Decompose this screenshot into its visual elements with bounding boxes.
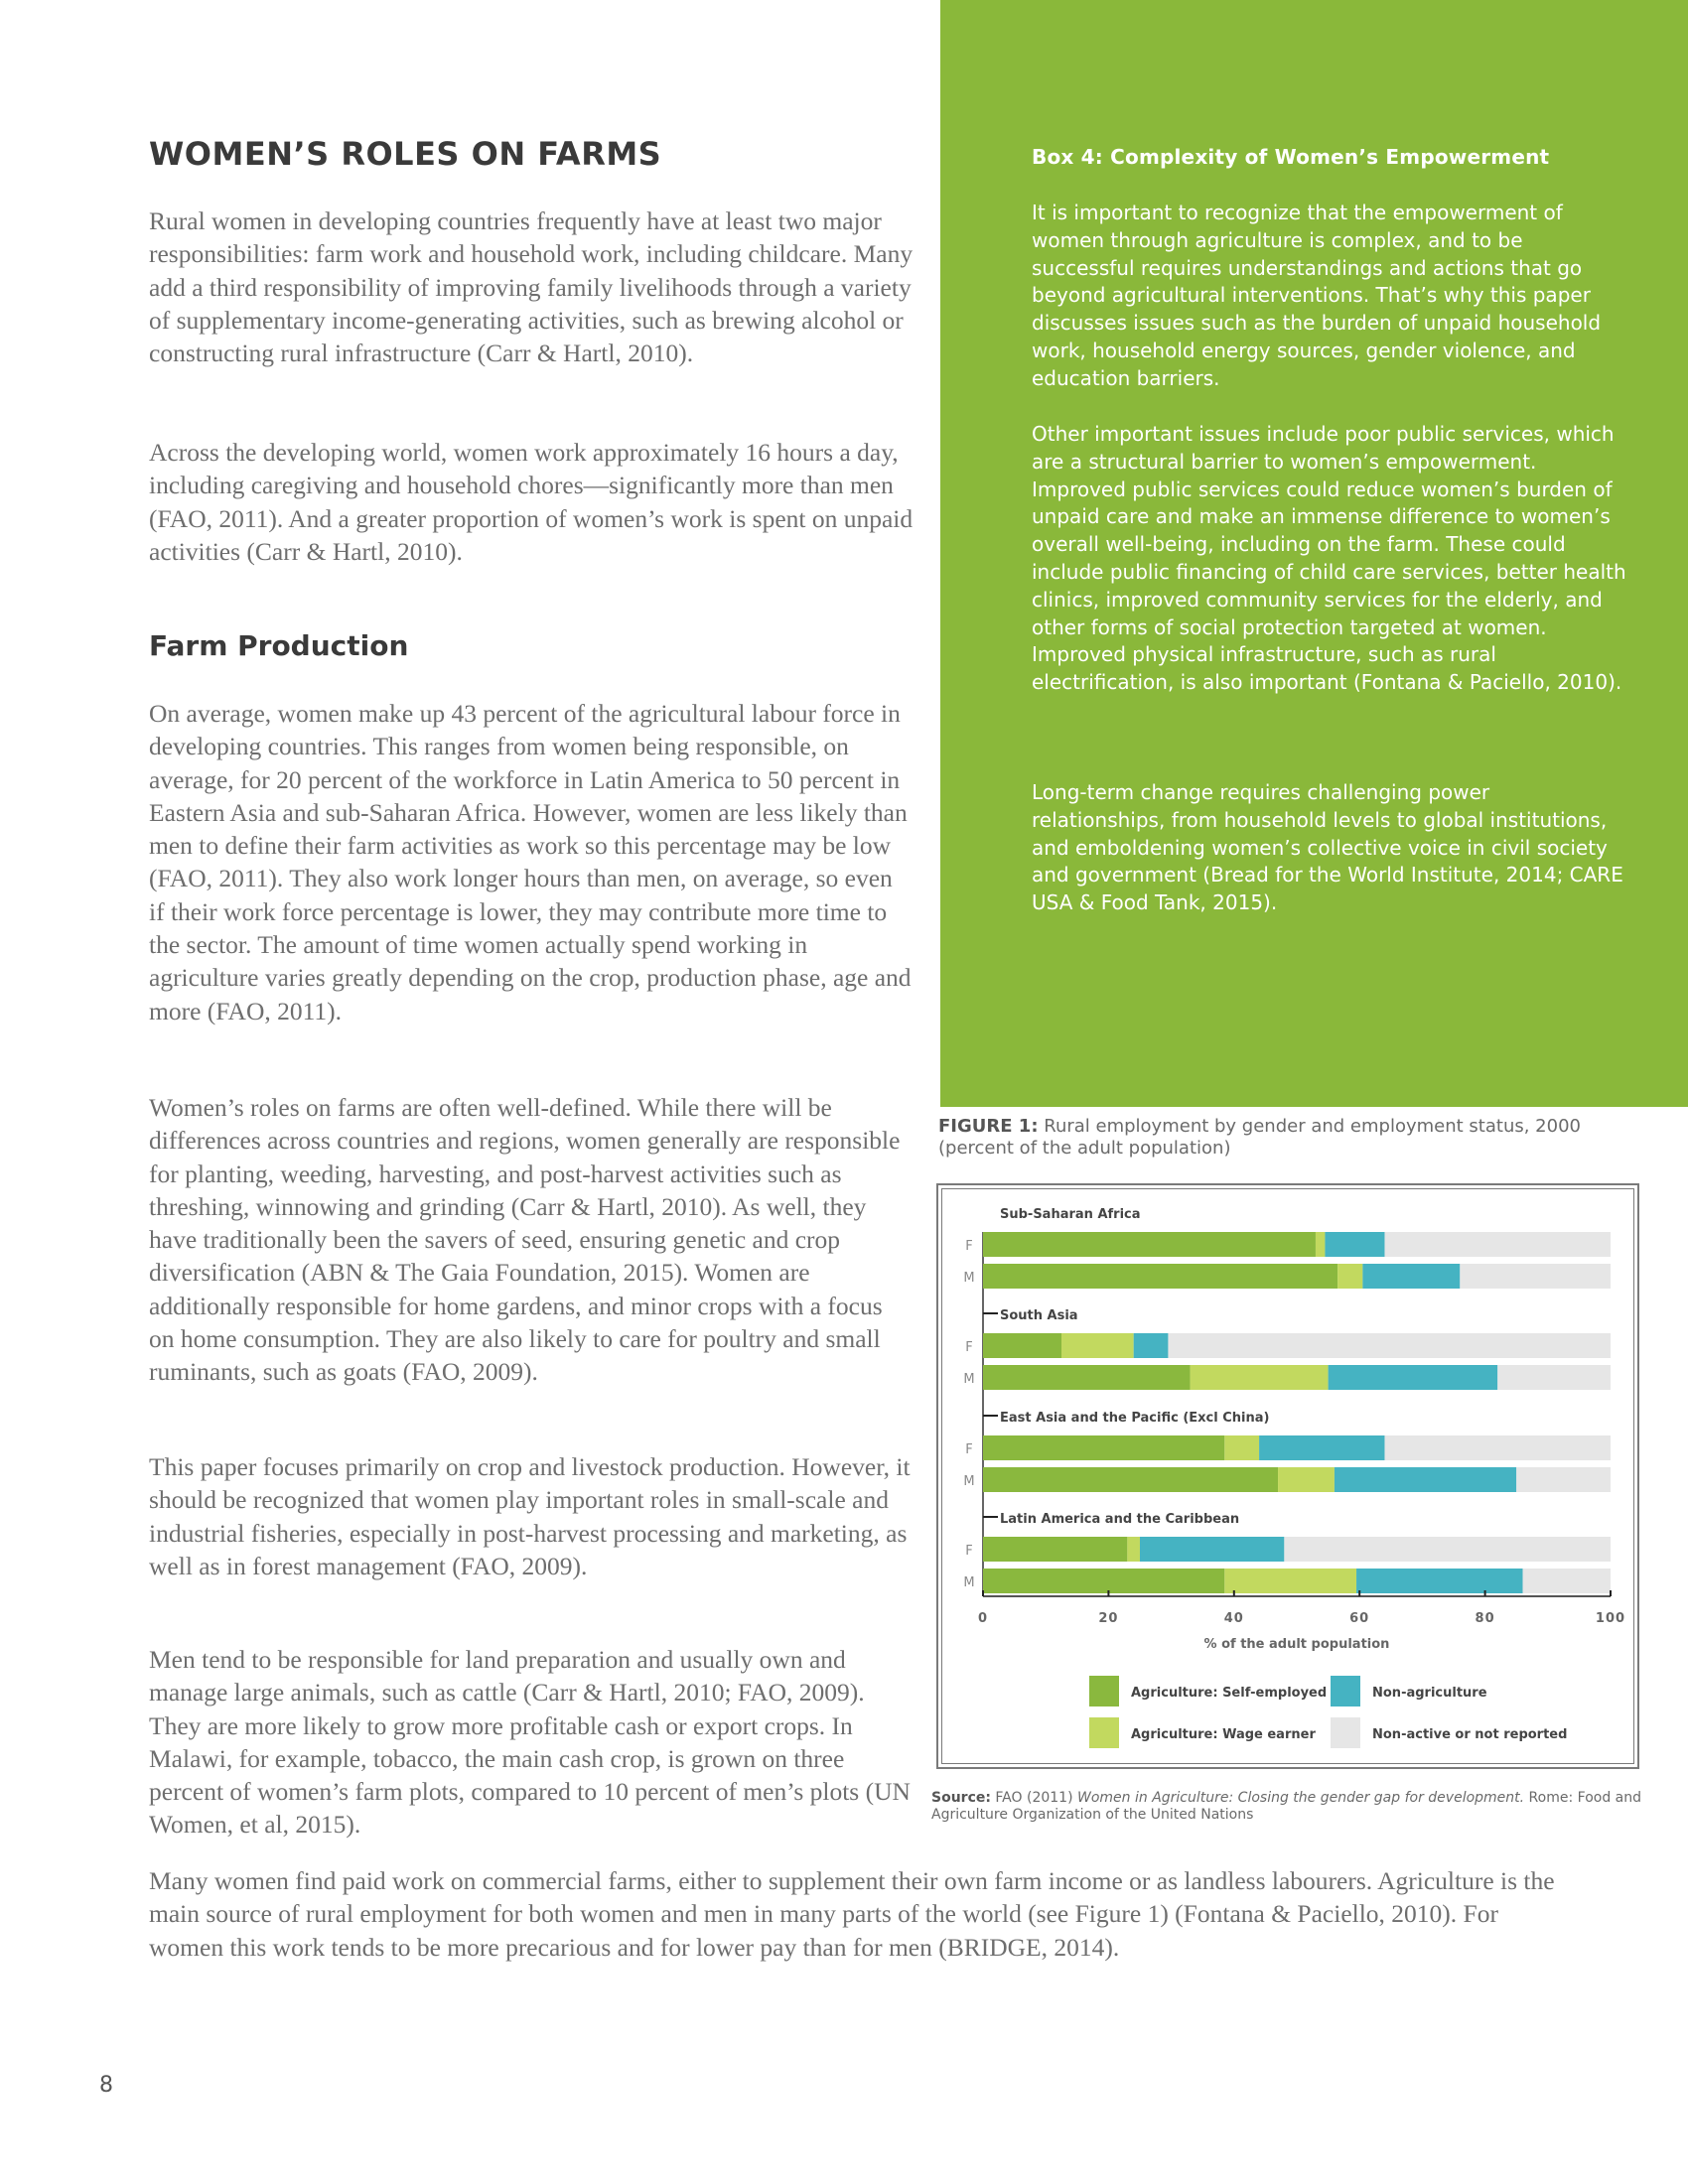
bar-segment bbox=[1316, 1232, 1325, 1257]
section-heading: WOMEN’S ROLES ON FARMS bbox=[149, 135, 662, 173]
legend-label: Non-agriculture bbox=[1372, 1686, 1487, 1701]
region-label: East Asia and the Pacific (Excl China) bbox=[1000, 1411, 1270, 1426]
bar-segment bbox=[1325, 1232, 1384, 1257]
source-label: Source: bbox=[931, 1790, 991, 1806]
legend-swatch bbox=[1331, 1717, 1360, 1748]
gender-label: F bbox=[965, 1239, 973, 1254]
gender-label: F bbox=[965, 1544, 973, 1559]
bar-segment bbox=[1134, 1333, 1169, 1358]
bar-segment bbox=[1337, 1264, 1362, 1289]
region-label: South Asia bbox=[1000, 1308, 1078, 1323]
bar-segment bbox=[983, 1537, 1127, 1562]
box-paragraph-3: Long-term change requires challenging power relationships, from household levels to global institutions, and emboldening women’s collective voice in civil society and government (Bread for the World Institute, 2014; CARE USA & Food Tank, 2015). bbox=[1032, 780, 1623, 915]
x-tick-label: 100 bbox=[1595, 1611, 1626, 1626]
bar-segment bbox=[1335, 1467, 1516, 1492]
bar-segment bbox=[983, 1264, 1337, 1289]
gender-label: F bbox=[965, 1442, 973, 1457]
bar-segment bbox=[1356, 1569, 1522, 1593]
bar-segment bbox=[983, 1435, 1224, 1460]
farm-paragraph-2: Women’s roles on farms are often well-defined. While there will be differences across countries and regions, women generally are responsible for planting, weeding, harvesting, and post-harvest activities such as threshing, winnowing and grinding (Carr & Hartl, 2010). As well, they have traditionally been the savers of seed, ensuring genetic and crop diversification (ABN & The Gaia Foundation, 2015). Women are additionally responsible for home gardens, and minor crops with a focus on home consumption. They are also likely to care for poultry and small ruminants, such as goats (FAO, 2009). bbox=[149, 1093, 901, 1387]
bar-segment bbox=[1278, 1467, 1335, 1492]
bar-segment bbox=[983, 1365, 1191, 1390]
legend-swatch bbox=[1089, 1676, 1119, 1706]
box-title: Box 4: Complexity of Women’s Empowerment bbox=[1032, 145, 1550, 169]
x-tick-label: 60 bbox=[1349, 1611, 1370, 1626]
gender-label: F bbox=[965, 1340, 973, 1355]
x-tick-label: 0 bbox=[977, 1611, 989, 1626]
x-tick-label: 20 bbox=[1098, 1611, 1119, 1626]
bar-segment bbox=[983, 1569, 1224, 1593]
source-pre: FAO (2011) bbox=[990, 1790, 1077, 1806]
figure-label: FIGURE 1: bbox=[938, 1116, 1039, 1137]
x-tick-label: 40 bbox=[1223, 1611, 1244, 1626]
legend-swatch bbox=[1331, 1676, 1360, 1706]
bar-segment bbox=[1224, 1435, 1259, 1460]
bar-segment bbox=[983, 1467, 1278, 1492]
region-label: Sub-Saharan Africa bbox=[1000, 1207, 1141, 1222]
bar-segment bbox=[1284, 1537, 1611, 1562]
gender-label: M bbox=[963, 1575, 975, 1590]
gender-label: M bbox=[963, 1474, 975, 1489]
bar-segment bbox=[1523, 1569, 1611, 1593]
x-axis-title: % of the adult population bbox=[1203, 1637, 1390, 1652]
farm-paragraph-1: On average, women make up 43 percent of the agricultural labour force in developing countries. This ranges from women being responsible, on average, for 20 percent of the workforce in Latin America to 50 percent in Eastern Asia and sub-Saharan Africa. However, women are less likely than men to define their farm activities as work so this percentage may be low (FAO, 2011). They also work longer hours than men, on average, so even if their work force percentage is lower, they may contribute more time to the sector. The amount of time women actually spend working in agriculture varies greatly depending on the crop, production phase, age and more (FAO, 2011). bbox=[149, 699, 912, 1025]
figure-source bbox=[931, 1790, 1646, 1824]
farm-paragraph-4: Men tend to be responsible for land preparation and usually own and manage large animals, such as cattle (Carr & Hartl, 2010; FAO, 2009). They are more likely to grow more profitable cash or export crops. In Malawi, for example, tobacco, the main cash crop, is grown on three percent of women’s farm plots, compared to 10 percent of men’s plots (UN Women, et al, 2015). bbox=[149, 1645, 911, 1840]
bar-segment bbox=[1516, 1467, 1611, 1492]
box-paragraph-1: It is important to recognize that the empowerment of women through agriculture is complex, and to be successful requires understandings and actions that go beyond agricultural interventions. That’s why this paper discusses issues such as the burden of unpaid household work, household energy sources, gender violence, and education barriers. bbox=[1032, 201, 1602, 390]
farm-paragraph-3: This paper focuses primarily on crop and livestock production. However, it should be recognized that women play important roles in small-scale and industrial fisheries, especially in post-harvest processing and marketing, as well as in forest management (FAO, 2009). bbox=[149, 1452, 911, 1580]
source-post: Rome: Food and Agriculture Organization of the United Nations bbox=[931, 1790, 1642, 1823]
bar-segment bbox=[1127, 1537, 1140, 1562]
bar-segment bbox=[1140, 1537, 1284, 1562]
bar-segment bbox=[1061, 1333, 1134, 1358]
bottom-paragraph: Many women find paid work on commercial farms, either to supplement their own farm income or as landless labourers. Agriculture is the main source of rural employment for both women and men in many parts of the world (see Figure 1) (Fontana & Paciello, 2010). For women this work tends to be more precarious and for lower pay than for men (BRIDGE, 2014). bbox=[149, 1866, 1555, 1962]
bar-segment bbox=[1191, 1365, 1329, 1390]
bar-segment bbox=[1329, 1365, 1498, 1390]
source-title: Women in Agriculture: Closing the gender gap for development. bbox=[1077, 1790, 1525, 1806]
bar-segment bbox=[1259, 1435, 1384, 1460]
intro-paragraph-1: Rural women in developing countries frequently have at least two major responsibilities: farm work and household work, including childcare. Many add a third responsibility of improving family livelihoods through a variety of supplementary income-generating activities, such as brewing alcohol or constructing rural infrastructure (Carr & Hartl, 2010). bbox=[149, 206, 914, 368]
bar-segment bbox=[1384, 1232, 1611, 1257]
gender-label: M bbox=[963, 1372, 975, 1387]
bar-segment bbox=[1497, 1365, 1611, 1390]
legend-label: Agriculture: Self-employed bbox=[1131, 1686, 1328, 1701]
bar-segment bbox=[1460, 1264, 1611, 1289]
gender-label: M bbox=[963, 1271, 975, 1286]
intro-paragraph-2: Across the developing world, women work approximately 16 hours a day, including caregiving and household chores—significantly more than men (FAO, 2011). And a greater proportion of women’s work is spent on unpaid activities (Carr & Hartl, 2010). bbox=[149, 438, 914, 566]
legend-label: Agriculture: Wage earner bbox=[1131, 1727, 1316, 1742]
region-label: Latin America and the Caribbean bbox=[1000, 1512, 1240, 1527]
bar-segment bbox=[983, 1232, 1316, 1257]
farm-production-heading: Farm Production bbox=[149, 629, 409, 662]
legend-label: Non-active or not reported bbox=[1372, 1727, 1568, 1742]
bar-segment bbox=[1362, 1264, 1460, 1289]
bar-segment bbox=[1224, 1569, 1356, 1593]
box-paragraph-2: Other important issues include poor public services, which are a structural barrier to women’s empowerment. Improved public services could reduce women’s burden of unpaid care and make an immense difference to women’s overall well-being, including on the farm. These could include public financing of child care services, better health clinics, improved community services for the elderly, and other forms of social protection targeted at women. Improved physical infrastructure, such as rural electrification, is also important (Fontana & Paciello, 2010). bbox=[1032, 422, 1626, 695]
bar-segment bbox=[1168, 1333, 1611, 1358]
page-number: 8 bbox=[99, 2073, 113, 2098]
x-tick-label: 80 bbox=[1475, 1611, 1495, 1626]
bar-segment bbox=[983, 1333, 1061, 1358]
bar-segment bbox=[1384, 1435, 1611, 1460]
legend-swatch bbox=[1089, 1717, 1119, 1748]
figure-caption-text: Rural employment by gender and employment status, 2000 (percent of the adult population) bbox=[938, 1116, 1581, 1159]
